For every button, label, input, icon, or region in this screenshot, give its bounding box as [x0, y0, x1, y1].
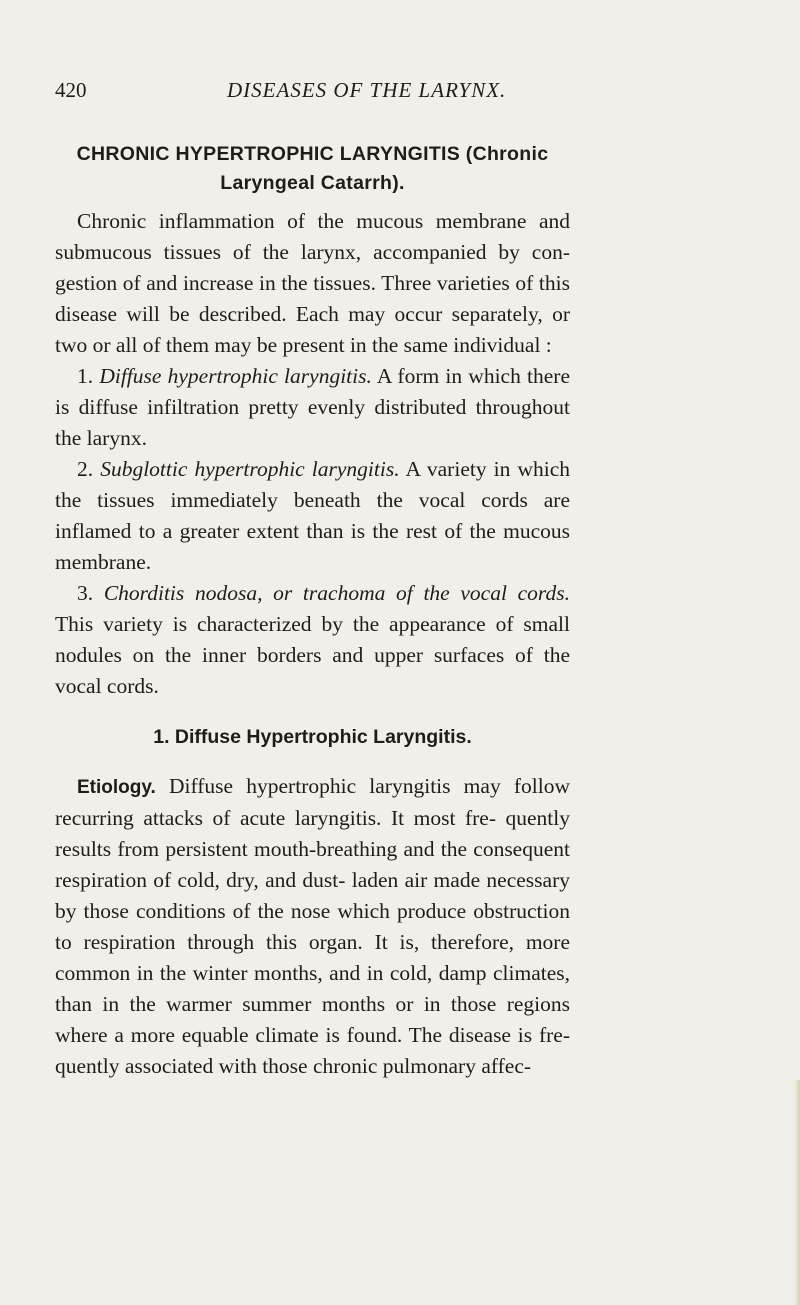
variety-text: A form in which there is diffuse infiltration pretty evenly distributed throughout the larynx. — [55, 364, 570, 450]
variety-text: This variety is characterized by the appearance of small nodules on the inner borders and upper surfaces of the vocal cords. — [55, 612, 570, 698]
chapter-title-line-2: Laryngeal Catarrh). — [220, 172, 405, 194]
variety-name: Diffuse hypertrophic laryngitis. — [99, 364, 372, 388]
variety-number: 3. — [77, 581, 94, 605]
section-heading: 1. Diffuse Hypertrophic Laryngitis. — [153, 726, 472, 748]
variety-number: 1. — [77, 364, 94, 388]
variety-item-1 — [55, 361, 570, 454]
page-number: 420 — [55, 78, 87, 102]
intro-paragraph: Chronic inflammation of the mucous membrane and submucous tissues of the larynx, accompanied by con- gestion of and increase in the tissues. Three varieties of this disease will be described. Each may occur separately, or two or all of them may be present in the same individual : — [55, 209, 570, 357]
variety-number: 2. — [77, 457, 94, 481]
chapter-title — [55, 140, 570, 198]
running-title: DISEASES OF THE LARYNX. — [227, 78, 507, 102]
etiology-text: Diffuse hypertrophic laryngitis may follow recurring attacks of acute laryngitis. It most fre- quently results from persistent mouth-breathing and the consequent respiration of cold, dry, and dust- laden air made necessary by those conditions of the nose which produce obstruction to respiration through this organ. It is, therefore, more common in the winter months, and in cold, damp climates, than in the warmer summer months or in those regions where a more equable climate is found. The disease is fre- quently associated with those chronic pulmonary affec- — [55, 774, 571, 1078]
running-head — [55, 78, 570, 108]
page-edge-stain — [794, 1080, 800, 1305]
page-body — [55, 140, 570, 1082]
variety-text: A variety in which the tissues immediately beneath the vocal cords are inflamed to a greater extent than is the rest of the mucous membrane. — [55, 457, 570, 574]
etiology-label: Etiology. — [77, 777, 156, 798]
variety-item-2 — [55, 454, 570, 578]
chapter-title-line-1: CHRONIC HYPERTROPHIC LARYNGITIS (Chronic — [76, 143, 549, 165]
etiology-paragraph — [55, 771, 570, 1082]
variety-name: Chorditis nodosa, or trachoma of the vocal cords. — [103, 581, 570, 605]
variety-name: Subglottic hypertrophic laryngitis. — [100, 457, 400, 481]
variety-item-3 — [55, 578, 570, 702]
